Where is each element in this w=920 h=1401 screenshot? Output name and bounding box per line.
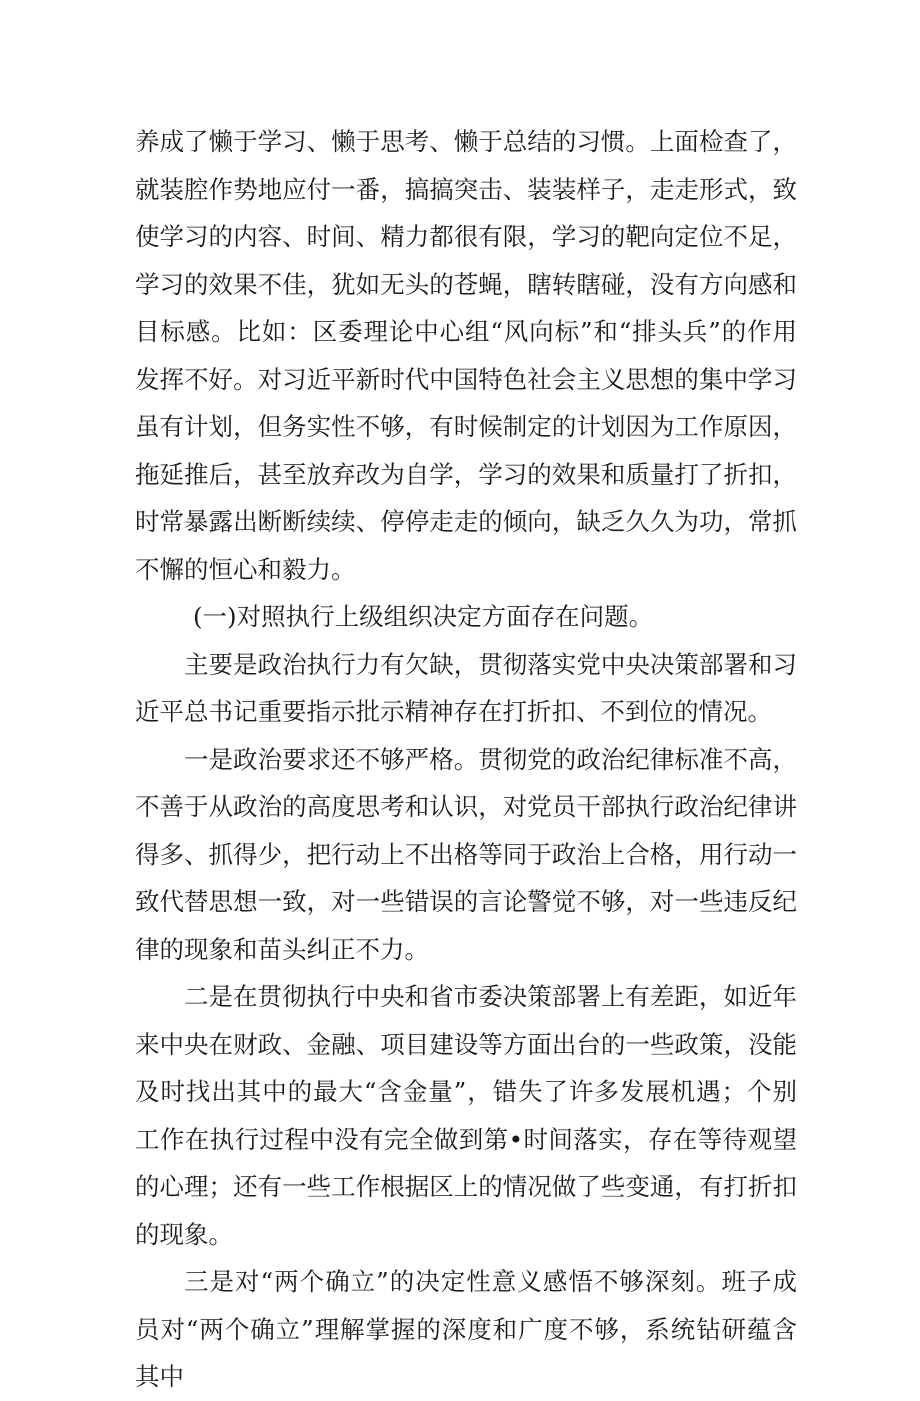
paragraph: 三是对“两个确立”的决定性意义感悟不够深刻。班子成员对“两个确立”理解掌握的深度和广度不够，系统钻研蕴含其中 <box>135 1267 797 1391</box>
paragraph: 一是政治要求还不够严格。贯彻党的政治纪律标准不高，不善于从政治的高度思考和认识，对党员干部执行政治纪律讲得多、抓得少，把行动上不出格等同于政治上合格，用行动一致代替思想一致，对一些错误的言论警觉不够，对一些违反纪律的现象和苗头纠正不力。 <box>135 744 797 964</box>
paragraph: 主要是政治执行力有欠缺，贯彻落实党中央决策部署和习近平总书记重要指示批示精神存在打折扣、不到位的情况。 <box>135 649 797 726</box>
section-heading: (一)对照执行上级组织决定方面存在问题。 <box>193 602 654 631</box>
paragraph: 二是在贯彻执行中央和省市委决策部署上有差距，如近年来中央在财政、金融、项目建设等方面出台的一些政策，没能及时找出其中的最大“含金量”，错失了许多发展机遇；个别工作在执行过程中没有完全做到第•时间落实，存在等待观望的心理；还有一些工作根据区上的情况做了些变通，有打折扣的现象。 <box>135 982 797 1249</box>
document-body <box>135 118 797 1401</box>
paragraph-continuation: 养成了懒于学习、懒于思考、懒于总结的习惯。上面检查了，就装腔作势地应付一番，搞搞突击、装装样子，走走形式，致使学习的内容、时间、精力都很有限，学习的靶向定位不足，学习的效果不佳，犹如无头的苍蝇，瞎转瞎碰，没有方向感和目标感。比如：区委理论中心组“风向标”和“排头兵”的作用发挥不好。对习近平新时代中国特色社会主义思想的集中学习虽有计划，但务实性不够，有时候制定的计划因为工作原因，拖延推后，甚至放弃改为自学，学习的效果和质量打了折扣，时常暴露出断断续续、停停走走的倾向，缺乏久久为功，常抓不懈的恒心和毅力。 <box>135 127 797 584</box>
